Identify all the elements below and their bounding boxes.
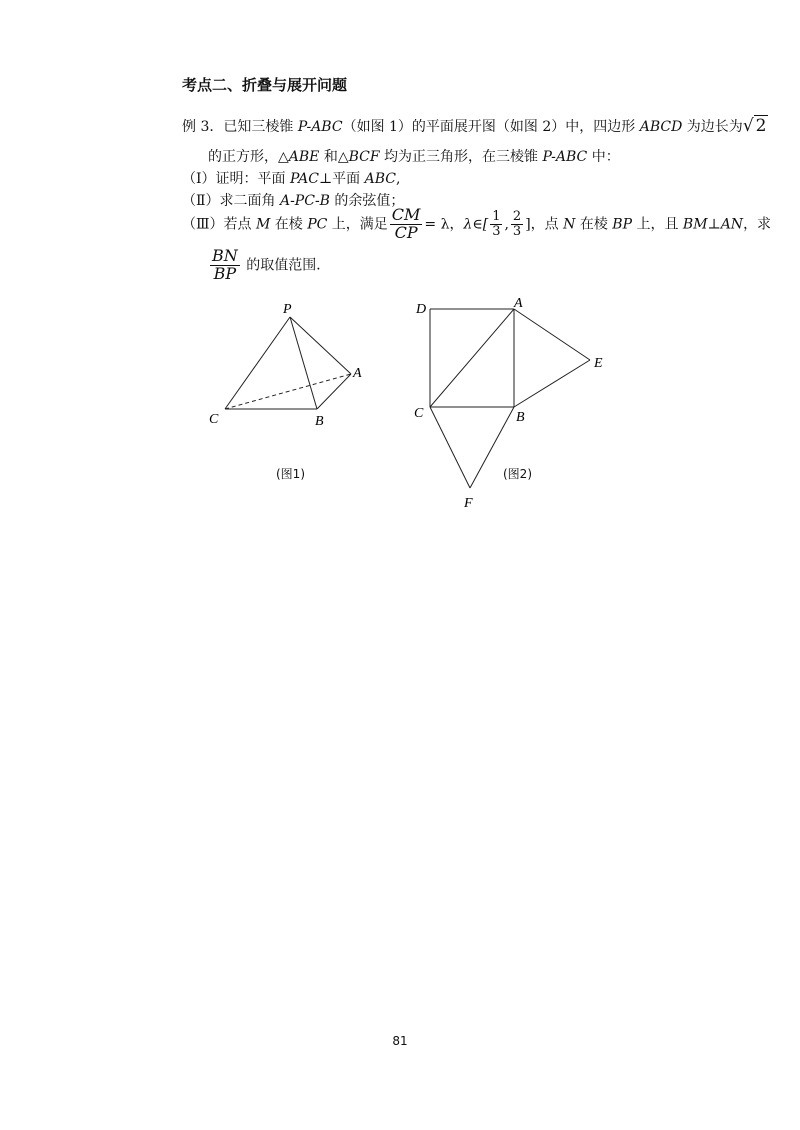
part-3-close: ]，点 (525, 216, 564, 233)
two-thirds-den: 3 (512, 223, 522, 239)
part-1-end: , (395, 171, 401, 187)
figure-2-net (410, 295, 610, 515)
two-thirds-num: 2 (512, 209, 522, 225)
ratio-cp: CP (394, 222, 418, 242)
edge-be (514, 360, 590, 407)
part-3-t3: 在棱 (575, 216, 613, 233)
point-m: M (255, 216, 271, 233)
part-3-t4: 上，且 (632, 216, 683, 233)
label-a2: A (514, 296, 523, 311)
diagonal-ca (430, 309, 514, 407)
label-e: E (594, 356, 603, 371)
line2-mid: 和 (319, 149, 338, 165)
part-3-t1: 在棱 (270, 216, 308, 233)
problem-intro-mid2: 为边长为 (682, 119, 743, 135)
lambda-in: λ∈[ (463, 216, 489, 233)
perp-condition: BM⊥AN (682, 216, 744, 233)
perp-plane: ⊥平面 (318, 171, 365, 187)
triangle-bcf: △BCF (337, 149, 380, 165)
label-a: A (353, 366, 362, 381)
edge-pc: PC (307, 216, 328, 233)
edge-ba-line (317, 374, 351, 409)
problem-line-1 (182, 116, 768, 136)
point-n: N (563, 216, 576, 233)
edge-ae (514, 309, 590, 360)
edge-pa-line (290, 317, 351, 374)
ratio-bp: BP (213, 263, 237, 283)
line2-pre: 的正方形， (208, 149, 278, 165)
problem-intro: 例 3．已知三棱锥 (182, 119, 298, 135)
part-3-label: （Ⅲ）若点 (182, 216, 256, 233)
problem-line-2 (208, 146, 620, 166)
figure-2-caption: (图2) (503, 467, 532, 481)
one-third-den: 3 (492, 223, 501, 239)
triangle-abe: △ABE (278, 149, 320, 165)
section-title: 考点二、折叠与展开问题 (182, 76, 348, 94)
plane-pac: PAC (289, 171, 319, 187)
sqrt-two (743, 116, 769, 136)
page-number: 81 (392, 1034, 408, 1048)
part-3 (182, 207, 771, 242)
figure-1-tetrahedron (195, 295, 375, 435)
part-3-t2: 上，满足 (327, 216, 388, 233)
line2-post: 均为正三角形，在三棱锥 (379, 149, 543, 165)
label-d: D (416, 302, 427, 317)
plane-abc: ABC (364, 171, 396, 187)
tetrahedron-name: P-ABC (297, 119, 343, 135)
ratio-bn-bp (210, 248, 240, 283)
edge-bp: BP (612, 216, 632, 233)
figure-1-caption: (图1) (276, 467, 305, 481)
line2-end: 中： (587, 149, 620, 165)
eq-lambda: = λ， (424, 216, 464, 233)
tetrahedron-name-2: P-ABC (542, 149, 588, 165)
edge-ca-dashed (225, 374, 351, 409)
part-1 (182, 168, 400, 188)
fraction-two-thirds (511, 210, 523, 238)
fraction-one-third (490, 210, 502, 238)
part-3-line-2 (208, 248, 330, 283)
label-p: P (283, 302, 292, 317)
ratio-bn: BN (212, 246, 238, 265)
part-2-label: （Ⅱ）求二面角 (182, 193, 280, 209)
label-c2: C (414, 406, 424, 421)
problem-intro-mid: （如图 1）的平面展开图（如图 2）中，四边形 (342, 119, 640, 135)
ratio-cm: CM (391, 205, 421, 224)
label-b2: B (516, 410, 525, 425)
sqrt-symbol: √ (742, 116, 754, 136)
edge-pb-line (290, 317, 317, 409)
label-f: F (464, 496, 473, 511)
label-c: C (209, 412, 219, 427)
range-text: 的取值范围． (241, 257, 331, 274)
square-name: ABCD (639, 119, 683, 135)
ratio-cm-cp (390, 207, 423, 242)
label-b: B (315, 414, 324, 429)
edge-cf (430, 407, 470, 488)
one-third-num: 1 (492, 209, 501, 225)
edge-pc-line (225, 317, 290, 409)
interval-comma: , (504, 216, 509, 233)
sqrt-radicand: 2 (755, 116, 767, 136)
part-3-t5: ，求 (743, 216, 772, 233)
part-1-label: （Ⅰ）证明：平面 (182, 171, 290, 187)
dihedral-angle: A-PC-B (279, 193, 330, 209)
part-2-end: 的余弦值； (329, 193, 405, 209)
